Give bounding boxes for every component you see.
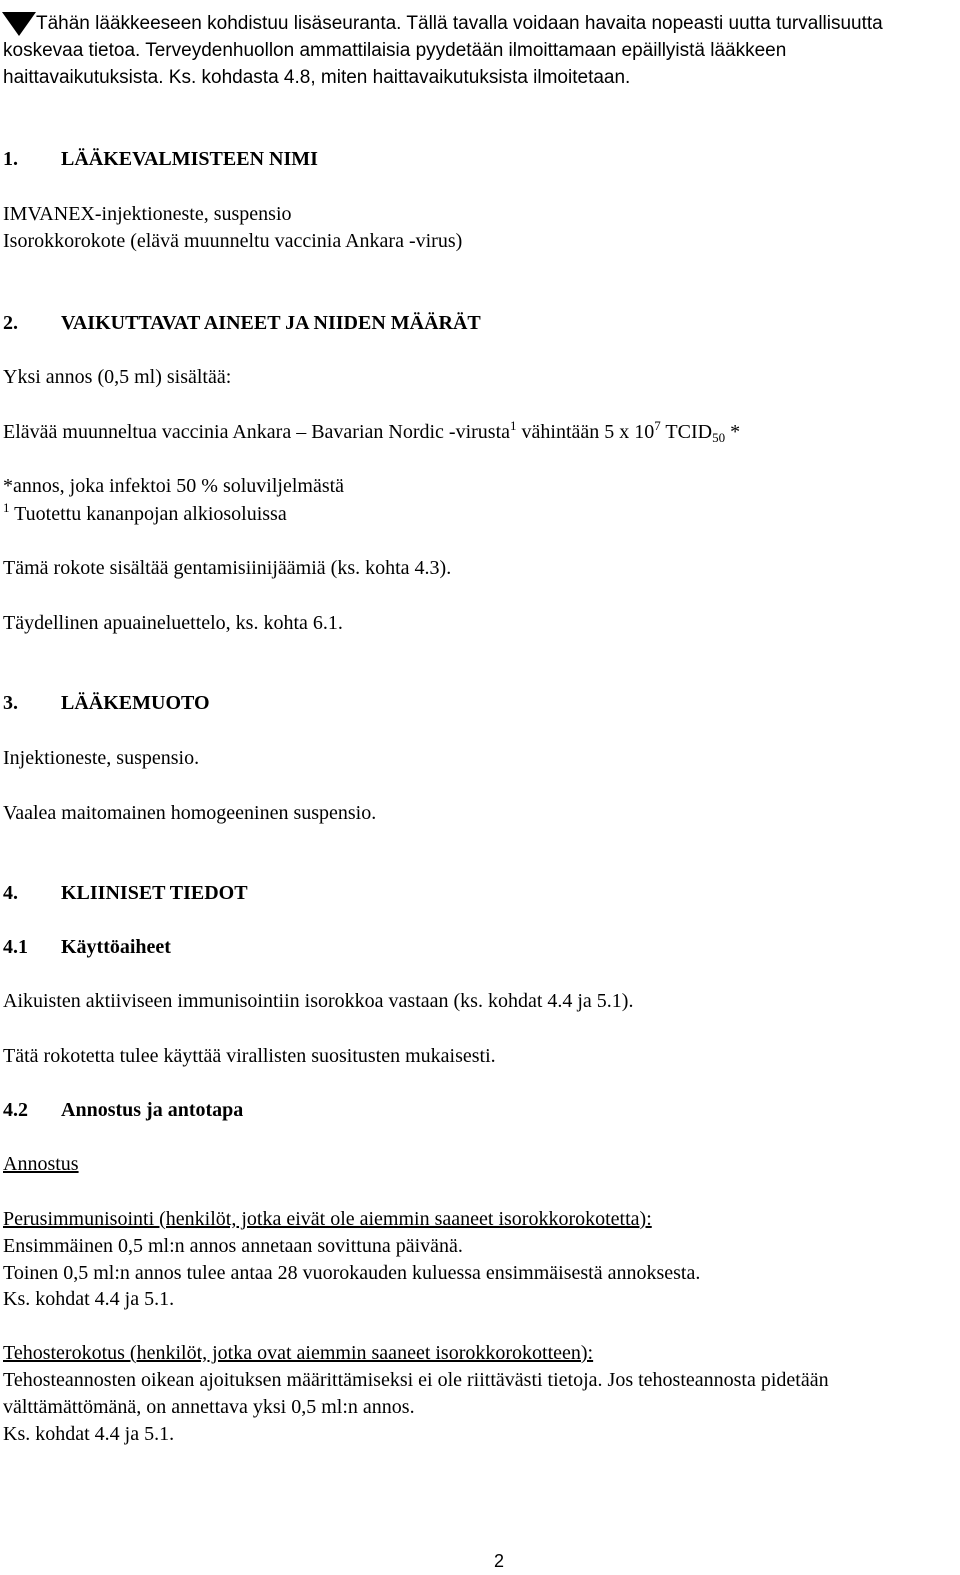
gentamicin-statement: Tämä rokote sisältää gentamisiinijäämiä (ks. kohta 4.3).	[3, 557, 452, 579]
section-2-heading	[3, 310, 481, 337]
ingredient-footnote-ref: 1	[510, 418, 517, 433]
ingredient-text: Elävää muunneltua vaccinia Ankara – Bavarian Nordic -virusta	[3, 421, 511, 443]
section-4-2-title: Annostus ja antotapa	[61, 1099, 244, 1121]
section-4-1-heading	[3, 934, 171, 961]
primary-reference: Ks. kohdat 4.4 ja 5.1.	[3, 1288, 175, 1310]
section-4-heading	[3, 880, 248, 907]
section-4-1-number: 4.1	[3, 936, 28, 958]
section-3-title: LÄÄKEMUOTO	[61, 692, 210, 714]
booster-text-1: Tehosteannosten oikean ajoituksen määrittämiseksi ei ole riittävästi tietoja. Jos tehosteannosta pidetään	[3, 1369, 829, 1391]
active-ingredient	[3, 419, 740, 446]
dose-statement: Yksi annos (0,5 ml) sisältää:	[3, 366, 232, 388]
notice-line-1: Tähän lääkkeeseen kohdistuu lisäseuranta. Tällä tavalla voidaan havaita nopeasti uutta turvallisuutta	[36, 13, 883, 34]
posology-subheading: Annostus	[3, 1153, 79, 1175]
footnote-1	[3, 501, 287, 528]
excipients-reference: Täydellinen apuaineluettelo, ks. kohta 6.1.	[3, 612, 343, 634]
section-3-heading	[3, 690, 210, 717]
section-2-number: 2.	[3, 312, 18, 334]
section-2-title: VAIKUTTAVAT AINEET JA NIIDEN MÄÄRÄT	[61, 312, 481, 334]
appearance: Vaalea maitomainen homogeeninen suspensio.	[3, 802, 377, 824]
ingredient-unit: TCID	[660, 421, 713, 443]
section-1-title: LÄÄKEVALMISTEEN NIMI	[61, 148, 318, 170]
section-4-2-heading	[3, 1097, 243, 1124]
indication: Aikuisten aktiiviseen immunisointiin isorokkoa vastaan (ks. kohdat 4.4 ja 5.1).	[3, 990, 634, 1012]
footnote-1-marker: 1	[3, 500, 10, 515]
additional-monitoring-notice	[3, 10, 953, 91]
notice-line-3: haittavaikutuksista. Ks. kohdasta 4.8, miten haittavaikutuksista ilmoitetaan.	[3, 67, 631, 88]
section-1-number: 1.	[3, 148, 18, 170]
page-number: 2	[494, 1551, 505, 1571]
booster-heading: Tehosterokotus (henkilöt, jotka ovat aiemmin saaneet isorokkorokotteen):	[3, 1342, 594, 1364]
section-4-number: 4.	[3, 882, 18, 904]
booster-reference: Ks. kohdat 4.4 ja 5.1.	[3, 1423, 175, 1445]
product-description: Isorokkorokote (elävä muunneltu vaccinia Ankara -virus)	[3, 230, 463, 252]
footnote-1-text: Tuotettu kananpojan alkiosoluissa	[9, 503, 287, 525]
section-4-2-number: 4.2	[3, 1099, 28, 1121]
primary-dose-1: Ensimmäinen 0,5 ml:n annos annetaan sovittuna päivänä.	[3, 1235, 463, 1257]
ingredient-exponent: 7	[654, 418, 661, 433]
notice-line-2: koskevaa tietoa. Terveydenhuollon ammattilaisia pyydetään ilmoittamaan epäillyistä lääkkeen	[3, 40, 787, 61]
section-4-1-title: Käyttöaiheet	[61, 936, 171, 958]
section-4-title: KLIINISET TIEDOT	[61, 882, 248, 904]
primary-dose-2: Toinen 0,5 ml:n annos tulee antaa 28 vuorokauden kuluessa ensimmäisestä annoksesta.	[3, 1262, 701, 1284]
official-recommendations: Tätä rokotetta tulee käyttää virallisten suositusten mukaisesti.	[3, 1045, 496, 1067]
pharmaceutical-form: Injektioneste, suspensio.	[3, 747, 200, 769]
ingredient-asterisk: *	[725, 421, 741, 443]
footnote-asterisk: *annos, joka infektoi 50 % soluviljelmästä	[3, 475, 345, 497]
ingredient-amount: vähintään 5 x 10	[516, 421, 655, 443]
booster-text-2: välttämättömänä, on annettava yksi 0,5 ml:n annos.	[3, 1396, 415, 1418]
ingredient-unit-subscript: 50	[712, 430, 726, 445]
section-1-heading	[3, 146, 318, 173]
primary-vaccination-heading: Perusimmunisointi (henkilöt, jotka eivät ole aiemmin saaneet isorokkorokotetta):	[3, 1208, 652, 1230]
product-name: IMVANEX-injektioneste, suspensio	[3, 203, 292, 225]
section-3-number: 3.	[3, 692, 18, 714]
